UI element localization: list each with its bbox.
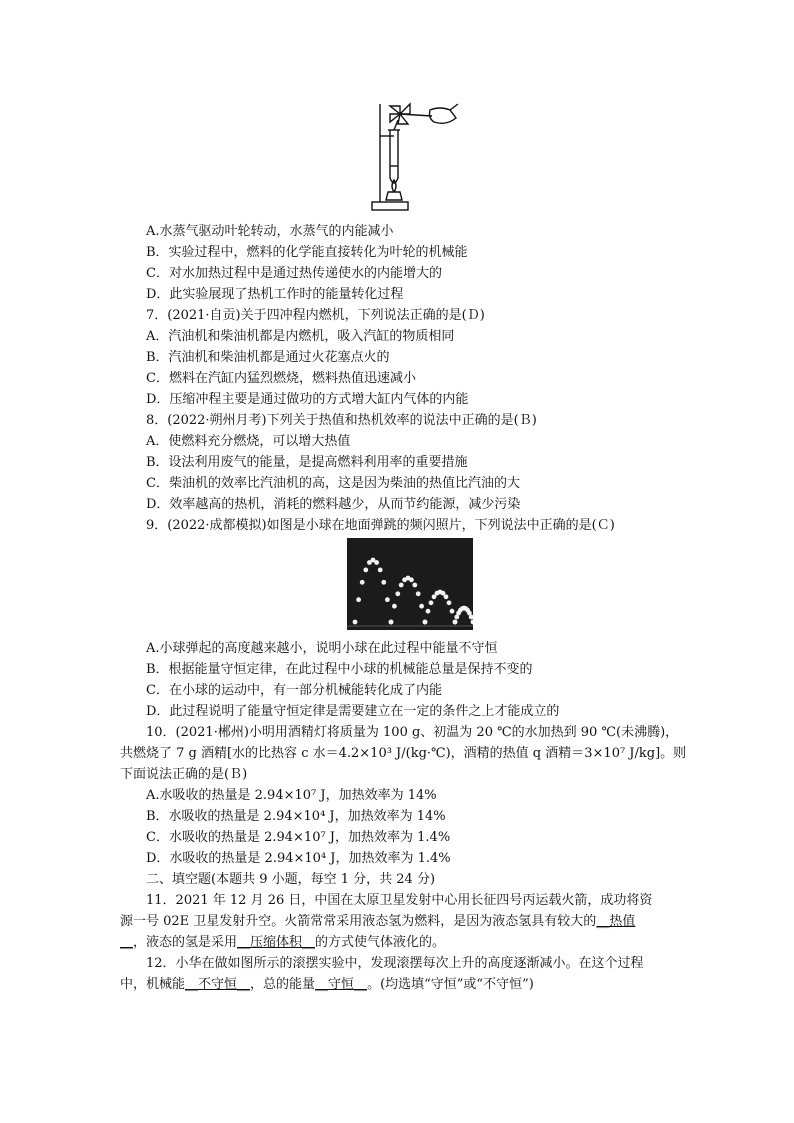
- ball-image: [423, 620, 428, 625]
- q10-option-d: D．水吸收的热量是 2.94×10⁴ J，加热效率为 1.4%: [146, 851, 451, 866]
- ball-image: [426, 609, 431, 614]
- q8-option-b: B．设法利用废气的能量，是提高燃料利用率的重要措施: [146, 455, 468, 470]
- q6-option-a: A.水蒸气驱动叶轮转动，水蒸气的内能减小: [146, 224, 394, 239]
- q11-blank-1: __热值: [596, 914, 636, 929]
- q6-option-b: B．实验过程中，燃料的化学能直接转化为叶轮的机械能: [146, 245, 468, 260]
- q12-blank-1: __不守恒__: [185, 977, 251, 992]
- q11-blank-1-tail: __: [120, 935, 133, 950]
- ball-image: [363, 568, 368, 573]
- q12-line2: [120, 975, 534, 995]
- q9-option-a: A.小球弹起的高度越来越小，说明小球在此过程中能量不守恒: [146, 641, 498, 656]
- ball-image: [419, 604, 424, 609]
- ball-image: [392, 604, 397, 609]
- ball-image: [447, 600, 452, 605]
- q12-line2-mid: ，总的能量: [250, 977, 316, 992]
- ball-image: [353, 620, 358, 625]
- ball-image: [360, 580, 365, 585]
- ball-image: [389, 620, 394, 625]
- section-2-heading: 二、填空题(本题共 9 小题，每空 1 分，共 24 分): [146, 872, 436, 887]
- q9-option-c: C．在小球的运动中，有一部分机械能转化成了内能: [146, 683, 442, 698]
- q10-line1: 10．(2021·郴州)小明用酒精灯将质量为 100 g、初温为 20 ℃的水加热到 90 ℃(未沸腾)，: [146, 725, 679, 740]
- ball-image: [450, 609, 455, 614]
- q10-option-b: B．水吸收的热量是 2.94×10⁴ J，加热效率为 14%: [146, 809, 446, 824]
- q7-option-a: A．汽油机和柴油机都是内燃机，吸入汽缸的物质相同: [146, 329, 455, 344]
- q11-line3-post: 的方式使气体液化的。: [315, 935, 446, 950]
- q12-line2-pre: 中，机械能: [120, 977, 186, 992]
- q11-line3: [120, 933, 445, 953]
- q10-option-a: A.水吸收的热量是 2.94×10⁷ J，加热效率为 14%: [146, 788, 437, 803]
- q7-option-d: D．压缩冲程主要是通过做功的方式增大缸内气体的内能: [146, 392, 469, 407]
- q7-option-c: C．燃料在汽缸内猛烈燃烧，燃料热值迅速减小: [146, 371, 416, 386]
- q10-option-c: C．水吸收的热量是 2.94×10⁷ J，加热效率为 1.4%: [146, 830, 451, 845]
- q7-stem: 7．(2021·自贡)关于四冲程内燃机，下列说法正确的是(Ｄ): [146, 308, 485, 323]
- q8-option-c: C．柴油机的效率比汽油机的高，这是因为柴油的热值比汽油的大: [146, 476, 520, 491]
- ball-image: [409, 577, 414, 582]
- q7-option-b: B．汽油机和柴油机都是通过火花塞点火的: [146, 350, 390, 365]
- q10-line3: 下面说法正确的是(Ｂ): [120, 767, 248, 782]
- ball-image: [374, 560, 379, 565]
- q8-option-a: A．使燃料充分燃烧，可以增大热值: [146, 434, 351, 449]
- q9-stem: 9．(2022·成都模拟)如图是小球在地面弹跳的频闪照片，下列说法中正确的是(Ｃ): [146, 518, 615, 533]
- q11-line1: 11．2021 年 12 月 26 日，中国在太原卫星发射中心用长征四号丙运载火箭，成功将资: [146, 893, 653, 908]
- ball-image: [412, 583, 417, 588]
- q8-option-d: D．效率越高的热机，消耗的燃料越少，从而节约能源，减少污染: [146, 497, 521, 512]
- q11-line2: [120, 912, 635, 932]
- ball-image: [381, 580, 386, 585]
- q9-option-b: B．根据能量守恒定律，在此过程中小球的机械能总量是保持不变的: [146, 662, 533, 677]
- ball-image: [453, 620, 458, 625]
- ball-image: [429, 600, 434, 605]
- ball-image: [444, 594, 449, 599]
- ball-image: [399, 583, 404, 588]
- ball-image: [395, 591, 400, 596]
- ball-image: [471, 620, 473, 625]
- ball-image: [416, 591, 421, 596]
- ball-image: [385, 597, 390, 602]
- q11-line3-mid: ，液态的氢是采用: [133, 935, 238, 950]
- ball-image: [378, 568, 383, 573]
- q12-line2-post: 。(均选填“守恒”或“不守恒”): [367, 977, 534, 992]
- q12-line1: 12．小华在做如图所示的滚摆实验中，发现滚摆每次上升的高度逐渐减小。在这个过程: [146, 956, 644, 971]
- q6-option-d: D．此实验展现了热机工作时的能量转化过程: [146, 287, 404, 302]
- bouncing-ball-photo: [347, 538, 473, 630]
- ball-image: [356, 597, 361, 602]
- q10-line2: 共燃烧了 7 g 酒精[水的比热容 c 水＝4.2×10³ J/(kg·℃)，酒精的热值 q 酒精＝3×10⁷ J/kg]。则: [120, 746, 687, 761]
- steam-turbine-figure: [360, 96, 460, 216]
- q9-option-d: D．此过程说明了能量守恒定律是需要建立在一定的条件之上才能成立的: [146, 704, 560, 719]
- q12-blank-2: __守恒__: [315, 977, 368, 992]
- q8-stem: 8．(2022·朔州月考)下列关于热值和热机效率的说法中正确的是(Ｂ): [146, 413, 537, 428]
- q6-option-c: C．对水加热过程中是通过热传递使水的内能增大的: [146, 266, 442, 281]
- q11-blank-2: __压缩体积__: [237, 935, 316, 950]
- q11-line2-text: 源一号 02E 卫星发射升空。火箭常常采用液态氢为燃料，是因为液态氢具有较大的: [120, 914, 597, 929]
